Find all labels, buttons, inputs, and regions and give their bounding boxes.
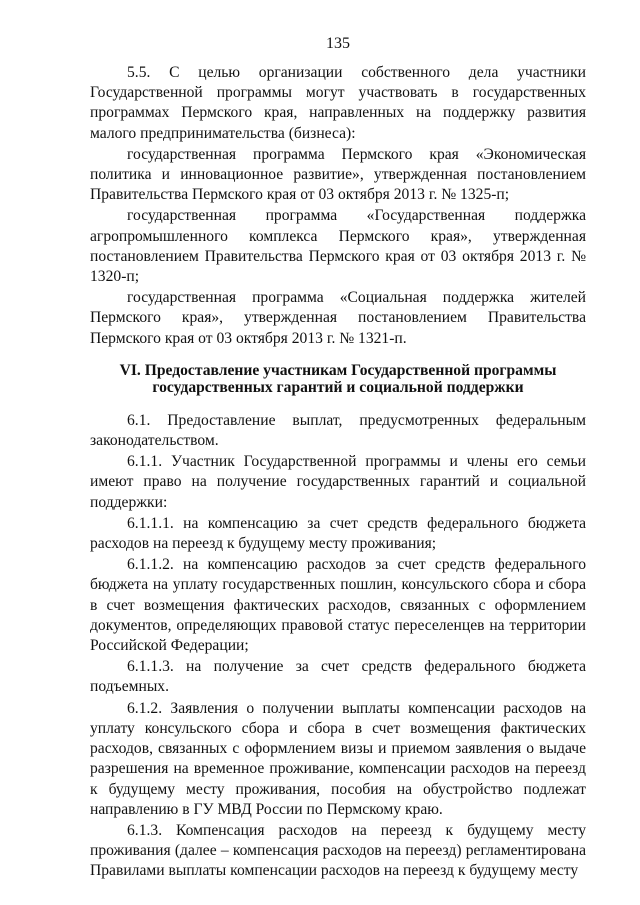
paragraph-6-1-1: 6.1.1. Участник Государственной программы и члены его семьи имеют право на получение государственных гарантий и социальной поддержки: [90,453,586,511]
paragraph-6-1-1-3: 6.1.1.3. на получение за счет средств федерального бюджета подъемных. [90,658,586,696]
section-heading-line-1: VI. Предоставление участникам Государственной программы [119,361,557,379]
paragraph-program-social-support: государственная программа «Социальная поддержка жителей Пермского края», утвержденная постановлением Правительства Пермского края от 03 октября 2013 г. № 1321-п. [90,289,586,347]
paragraph-6-1-2: 6.1.2. Заявления о получении выплаты компенсации расходов на уплату консульского сбора и сбора в счет возмещения фактических расходов, связанных с оформлением визы и приемом заявления о выдаче разрешения на временное проживание, компенсации расходов на переезд к будущему месту проживания, пособия на обустройство подлежат направлению в ГУ МВД России по Пермскому краю. [90,699,586,818]
paragraph-5-5: 5.5. С целью организации собственного дела участники Государственной программы могут участвовать в государственных программах Пермского края, направленных на поддержку развития малого предпринимательства (бизнеса): [90,64,586,142]
page-number: 135 [326,35,350,52]
paragraph-6-1-3: 6.1.3. Компенсация расходов на переезд к будущему месту проживания (далее – компенсация расходов на переезд) регламентирована Правилами выплаты компенсации расходов на переезд к будущему месту [90,821,586,880]
paragraph-6-1-1-2: 6.1.1.2. на компенсацию расходов за счет средств федерального бюджета на уплату государственных пошлин, консульского сбора и сбора в счет возмещения фактических расходов, связанных с оформлением документов, определяющих правовой статус переселенцев на территории Российской Федерации; [90,556,586,655]
section-heading-line-2: государственных гарантий и социальной поддержки [152,378,524,396]
paragraph-program-agro-support: государственная программа «Государственная поддержка агропромышленного комплекса Пермского края», утвержденная постановлением Правительства Пермского края от 03 октября 2013 г. № 1320-п; [90,207,586,286]
paragraph-program-economic-policy: государственная программа Пермского края «Экономическая политика и инновационное развитие», утвержденная постановлением Правительства Пермского края от 03 октября 2013 г. № 1325-п; [90,145,586,204]
paragraph-6-1: 6.1. Предоставление выплат, предусмотренных федеральным законодательством. [90,411,586,450]
paragraph-6-1-1-1: 6.1.1.1. на компенсацию за счет средств федерального бюджета расходов на переезд к будущему месту проживания; [90,514,586,553]
section-heading [90,362,586,396]
